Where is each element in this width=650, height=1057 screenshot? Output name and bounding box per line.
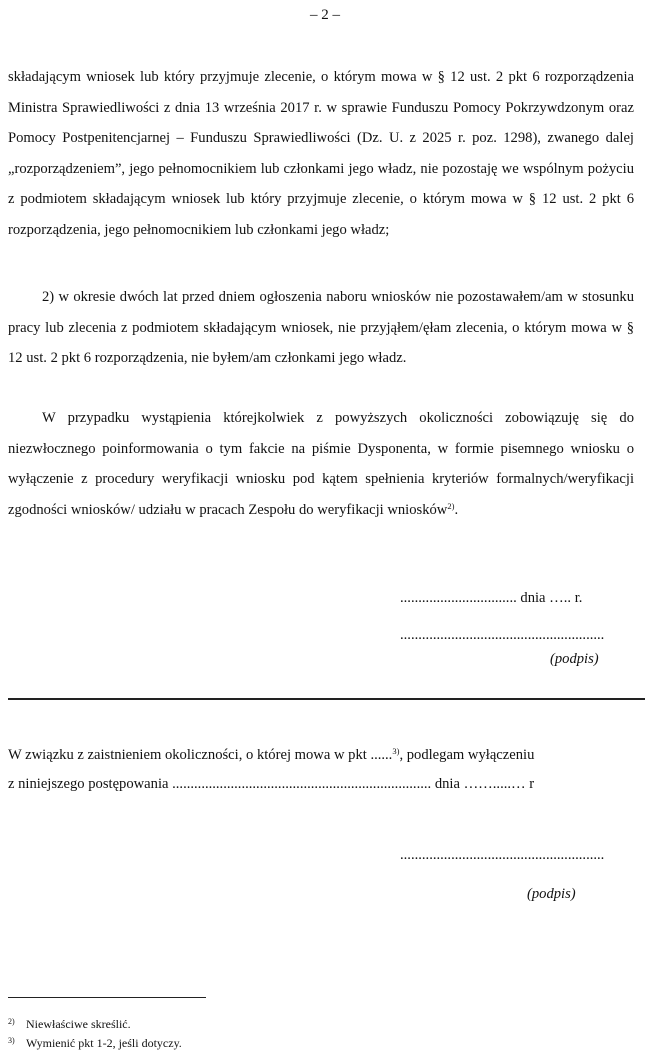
signature2-label: (podpis) — [527, 886, 576, 902]
exclusion-statement-line2: z niniejszego postępowania ....................................................................... dnia …….....… r — [8, 776, 535, 792]
exclusion-statement-end: , podlegam wyłączeniu — [399, 747, 535, 763]
paragraph-obligation — [8, 403, 634, 525]
paragraph-obligation-text: W przypadku wystąpienia którejkolwiek z powyższych okoliczności zobowiązuję się do niezwłocznego poinformowania o tym fakcie na piśmie Dysponenta, w formie pisemnego wniosku o wyłączenie z procedury weryfikacji wniosku pod kątem spełnienia kryteriów formalnych/weryfikacji zgodności wniosków/ udziału w pracach Zespołu do weryfikacji wniosków — [8, 410, 634, 518]
footnote-3 — [8, 1036, 182, 1051]
footnote-divider — [8, 997, 206, 998]
paragraph-obligation-end: . — [454, 501, 459, 518]
exclusion-statement-line1 — [8, 747, 534, 764]
footnote-mark: 3) — [8, 1036, 15, 1045]
page-number: – 2 – — [310, 7, 340, 23]
section-divider — [8, 698, 645, 700]
footnote-mark: 2) — [8, 1017, 15, 1026]
paragraph-continuation: składającym wniosek lub który przyjmuje zlecenie, o którym mowa w § 12 ust. 2 pkt 6 rozporządzenia Ministra Sprawiedliwości z dnia 13 września 2017 r. w sprawie Funduszu Pomocy Pokrzywdzonym oraz Pomocy Postpenitencjarnej – Funduszu Sprawiedliwości (Dz. U. z 2025 r. poz. 1298), zwanego dalej „rozporządzeniem”, jego pełnomocnikiem lub członkami jego władz, nie pozostaję we wspólnym pożyciu z podmiotem składającym wniosek lub który przyjmuje zlecenie, o którym mowa w § 12 ust. 2 pkt 6 rozporządzenia, jego pełnomocnikiem lub członkami jego władz; — [8, 69, 634, 238]
footnote-text: Wymienić pkt 1-2, jeśli dotyczy. — [26, 1036, 182, 1050]
paragraph-point-2: 2) w okresie dwóch lat przed dniem ogłoszenia naboru wniosków nie pozostawałem/am w stosunku pracy lub zlecenia z podmiotem składającym wniosek, nie przyjąłem/ęłam zlecenia, o którym mowa w § 12 ust. 2 pkt 6 rozporządzenia, nie byłem/am członkami jego władz. — [8, 289, 634, 366]
footnote-ref-3: 3) — [392, 746, 400, 756]
signature-line: ........................................................ — [400, 627, 605, 643]
exclusion-statement-start: W związku z zaistnieniem okoliczności, o której mowa w pkt ...... — [8, 747, 393, 763]
signature2-line: ........................................................ — [400, 847, 605, 863]
signature-label: (podpis) — [550, 651, 599, 667]
signature-date-line: ................................ dnia ….. r. — [400, 590, 583, 606]
footnote-text: Niewłaściwe skreślić. — [26, 1017, 131, 1031]
footnote-ref-2: 2) — [447, 500, 455, 511]
footnote-2 — [8, 1017, 131, 1032]
